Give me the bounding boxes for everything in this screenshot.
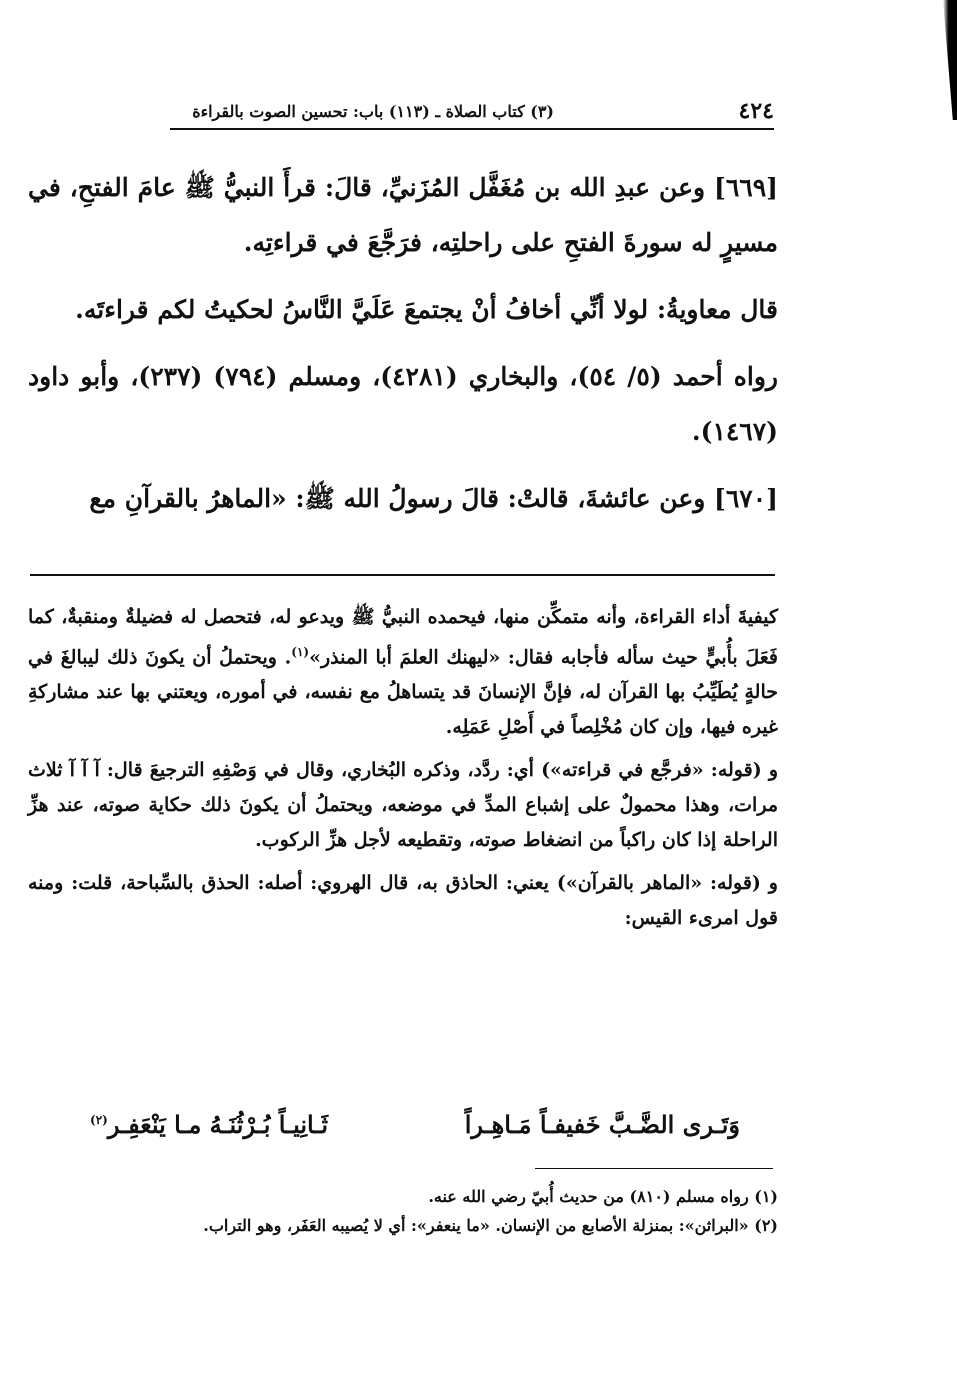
footnote-1: (١) رواه مسلم (٨١٠) من حديث أُبيّ رضي الله عنه.: [428, 1187, 778, 1206]
footnote-ref-2: (٢): [90, 1113, 108, 1127]
commentary-text: [28, 600, 778, 944]
hadith-text: [28, 160, 778, 538]
commentary-paragraph: و (قوله: «الماهر بالقرآن») يعني: الحاذق به، قال الهروي: أصله: الحذق بالسِّباحة، قلت: ومنه قول امرىء القيس:: [28, 872, 778, 930]
verse-second-hemistich: [90, 1110, 328, 1139]
page-number: ٤٢٤: [738, 98, 774, 124]
hadith-670: [٦٧٠] وعن عائشةَ، قالتْ: قالَ رسولُ الله ﷺ: «الماهرُ بالقرآنِ مع: [89, 484, 778, 513]
commentary-paragraph: و (قوله: «فرجَّع في قراءته») أي: ردَّد، وذكره البُخاري، وقال في وَصْفِهِ الترجيعَ قال: آ آ آ ثلاث مرات، وهذا محمولٌ على إشباع المدِّ في موضعه، ويحتملُ أن يكونَ ذلك حكاية صوته، عند هزِّ الراحلة إذا كان راكباً من انضغاط صوته، وتقطيعه لأجل هزِّ الركوب.: [28, 759, 778, 852]
footnote-2: (٢) «البراثن»: بمنزلة الأصابع من الإنسان. «ما ينعفر»: أي لا يُصيبه العَفَر، وهو التراب.: [203, 1216, 778, 1235]
hadith-sources: رواه أحمد (٥/ ٥٤)، والبخاري (٤٢٨١)، ومسلم (٧٩٤) (٢٣٧)، وأبو داود (١٤٦٧).: [28, 362, 778, 446]
section-divider: [30, 574, 775, 576]
muawiya-statement: قال معاويةُ: لولا أنِّي أخافُ أنْ يجتمعَ عَلَيَّ النَّاسُ لحكيتُ لكم قراءتَه.: [75, 295, 778, 324]
running-title: (٣) كتاب الصلاة ـ (١١٣) باب: تحسين الصوت بالقراءة: [192, 102, 554, 121]
verse-second-text: ثَـانِيـاً بُـرْثُنَـهُ مـا يَنْعَفِـر: [107, 1110, 329, 1139]
page-edge-shadow: [943, 0, 957, 120]
hadith-669: [٦٦٩] وعن عبدِ الله بن مُغَفَّل المُزَنيِّ، قالَ: قرأَ النبيُّ ﷺ عامَ الفتحِ، في مسيرٍ له سورةَ الفتحِ على راحلتِه، فرَجَّعَ في قراءتِه.: [28, 173, 778, 257]
running-header: [170, 98, 774, 126]
commentary-paragraph: [28, 600, 778, 745]
commentary-text-part: . ويحتملُ أن يكونَ ذلك ليبالغَ في حالةٍ يُطَيِّبُ بها القرآن له، فإنَّ الإنسانَ قد يتساهلُ مع نفسه، في أموره، ويعتني بها عند مشاركةِ غيره فيها، وإن كان مُخْلِصاً في أَصْلِ عَمَلِه.: [28, 646, 778, 739]
commentary-text-part: كيفيةَ أداء القراءة، وأنه متمكِّن منها، فيحمده النبيُّ ﷺ ويدعو له، فتحصل له فضيلةٌ ومنقبةٌ، كما فَعَلَ بأُبيٍّ حيث سأله فأجابه فقال: «ليهنك العلمَ أبا المنذر»: [28, 606, 778, 669]
footnotes: [28, 1182, 778, 1240]
poetry-verse: [90, 1110, 740, 1139]
footnote-rule: [535, 1168, 773, 1169]
verse-first-hemistich: وَتَـرى الضَّـبَّ خَفيفـاً مَـاهِـراً: [464, 1110, 740, 1139]
header-rule: [170, 128, 774, 130]
footnote-ref-1: (١): [291, 645, 310, 659]
